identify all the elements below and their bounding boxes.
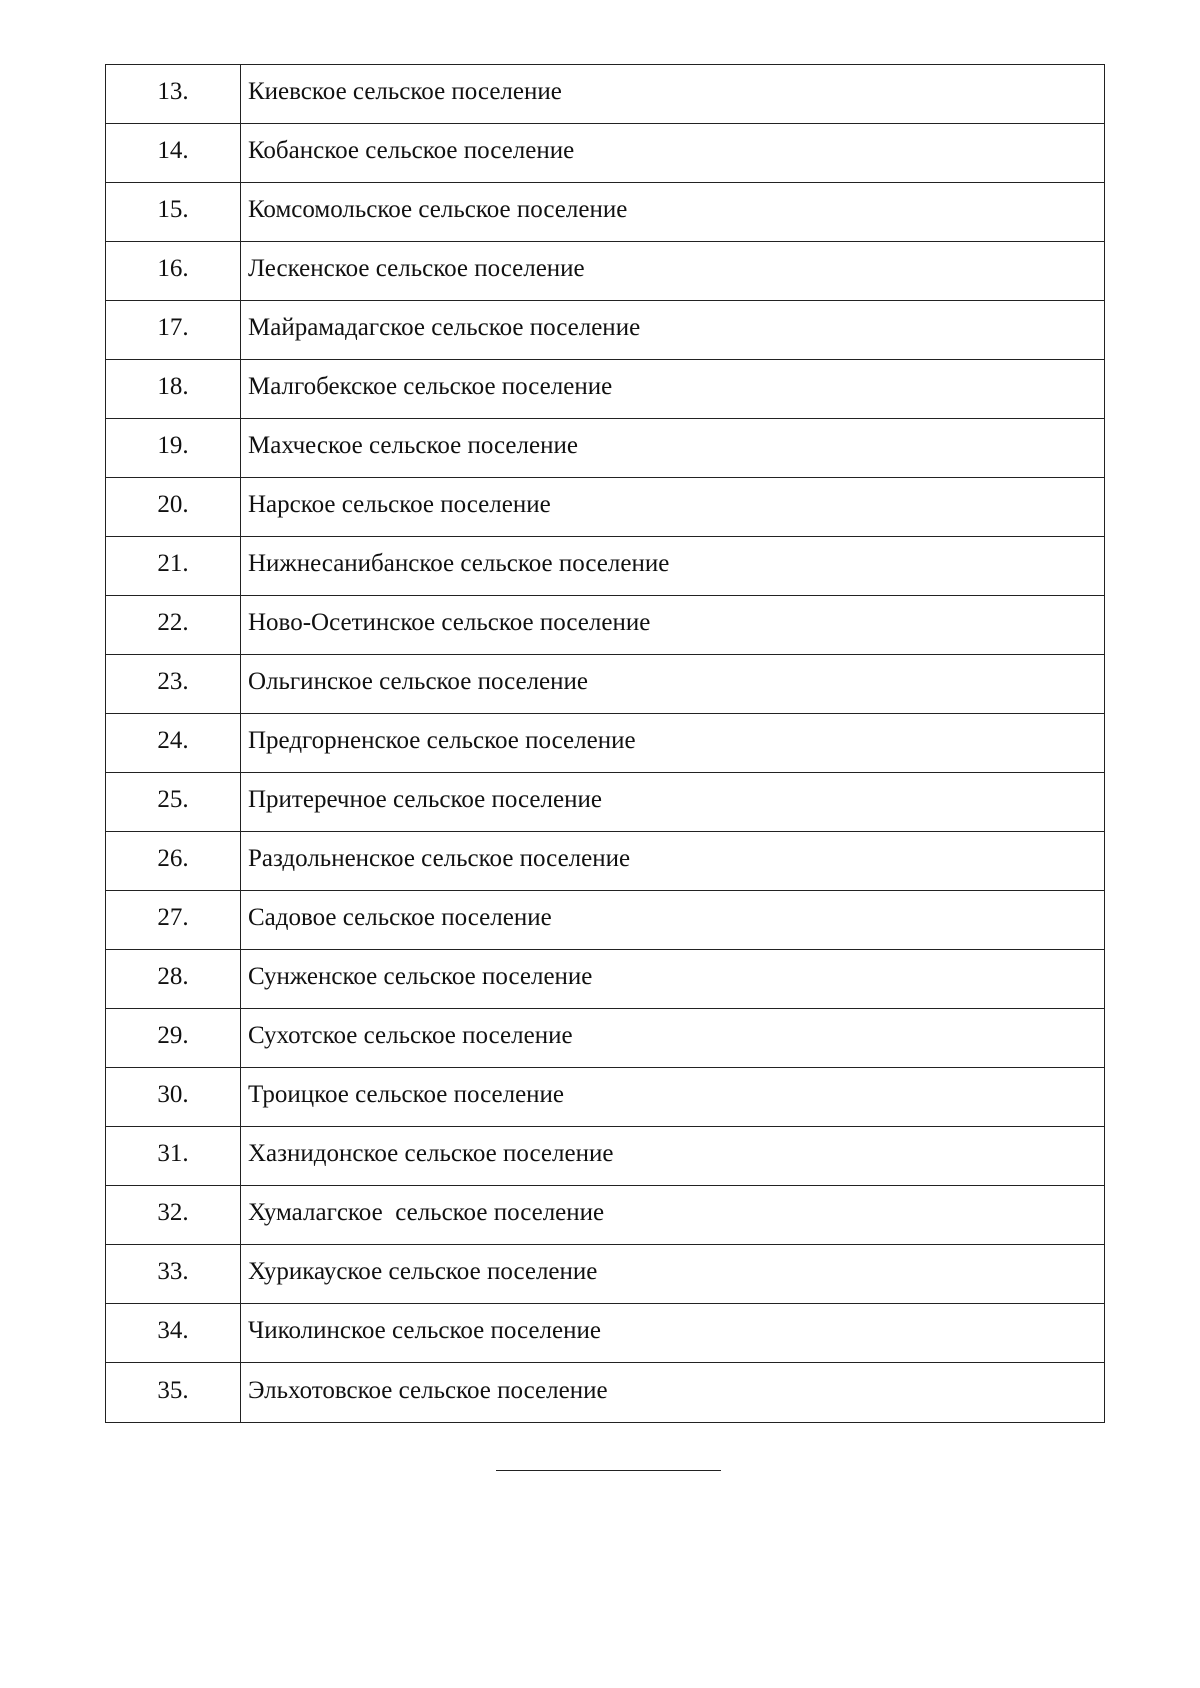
- row-number: 22.: [106, 596, 241, 654]
- settlement-name: Нарское сельское поселение: [248, 491, 551, 518]
- row-number: 27.: [106, 891, 241, 949]
- end-divider-line: [496, 1470, 721, 1471]
- settlement-name: Махческое сельское поселение: [248, 432, 578, 459]
- row-number: 26.: [106, 832, 241, 890]
- settlement-name: Хурикауское сельское поселение: [248, 1258, 598, 1285]
- row-number: 19.: [106, 419, 241, 477]
- row-number: 20.: [106, 478, 241, 536]
- settlement-name: Чиколинское сельское поселение: [248, 1317, 601, 1344]
- table-row: [106, 478, 1104, 537]
- row-number: 30.: [106, 1068, 241, 1126]
- settlement-name: Предгорненское сельское поселение: [248, 727, 636, 754]
- settlement-name: Сунженское сельское поселение: [248, 963, 593, 990]
- row-number: 14.: [106, 124, 241, 182]
- table-row: [106, 1127, 1104, 1186]
- settlements-table: [105, 64, 1105, 1423]
- row-number: 34.: [106, 1304, 241, 1362]
- row-number: 31.: [106, 1127, 241, 1185]
- table-row: [106, 537, 1104, 596]
- settlement-name: Садовое сельское поселение: [248, 904, 552, 931]
- table-row: [106, 891, 1104, 950]
- table-row: [106, 124, 1104, 183]
- table-row: [106, 360, 1104, 419]
- settlement-name: Троицкое сельское поселение: [248, 1081, 565, 1108]
- table-row: [106, 65, 1104, 124]
- table-row: [106, 1009, 1104, 1068]
- row-number: 21.: [106, 537, 241, 595]
- table-row: [106, 419, 1104, 478]
- table-row: [106, 1363, 1104, 1422]
- table-row: [106, 714, 1104, 773]
- table-row: [106, 1304, 1104, 1363]
- settlement-name: Эльхотовское сельское поселение: [248, 1376, 608, 1404]
- row-number: 16.: [106, 242, 241, 300]
- row-number: 35.: [106, 1363, 241, 1422]
- row-number: 32.: [106, 1186, 241, 1244]
- row-number: 33.: [106, 1245, 241, 1303]
- table-row: [106, 655, 1104, 714]
- settlement-name: Сухотское сельское поселение: [248, 1022, 573, 1049]
- settlement-name: Притеречное сельское поселение: [248, 786, 602, 813]
- row-number: 28.: [106, 950, 241, 1008]
- settlement-name: Майрамадагское сельское поселение: [248, 314, 641, 341]
- settlement-name: Киевское сельское поселение: [248, 78, 562, 105]
- table-row: [106, 596, 1104, 655]
- table-row: [106, 183, 1104, 242]
- row-number: 23.: [106, 655, 241, 713]
- row-number: 18.: [106, 360, 241, 418]
- row-number: 13.: [106, 65, 241, 123]
- settlement-name: Хазнидонское сельское поселение: [248, 1140, 614, 1167]
- settlement-name: Комсомольское сельское поселение: [248, 196, 628, 223]
- settlement-name: Раздольненское сельское поселение: [248, 845, 631, 872]
- table-row: [106, 1068, 1104, 1127]
- row-number: 15.: [106, 183, 241, 241]
- settlement-name: Ольгинское сельское поселение: [248, 668, 588, 695]
- table-row: [106, 773, 1104, 832]
- row-number: 17.: [106, 301, 241, 359]
- row-number: 29.: [106, 1009, 241, 1067]
- settlement-name: Лескенское сельское поселение: [248, 255, 585, 282]
- row-number: 25.: [106, 773, 241, 831]
- settlement-name: Кобанское сельское поселение: [248, 137, 575, 164]
- settlement-name: Нижнесанибанское сельское поселение: [248, 550, 670, 577]
- table-row: [106, 242, 1104, 301]
- settlement-name: Хумалагское сельское поселение: [248, 1199, 605, 1226]
- settlement-name: Ново-Осетинское сельское поселение: [248, 609, 651, 636]
- table-row: [106, 301, 1104, 360]
- table-row: [106, 832, 1104, 891]
- table-row: [106, 1245, 1104, 1304]
- table-row: [106, 1186, 1104, 1245]
- settlement-name: Малгобекское сельское поселение: [248, 373, 613, 400]
- table-row: [106, 950, 1104, 1009]
- row-number: 24.: [106, 714, 241, 772]
